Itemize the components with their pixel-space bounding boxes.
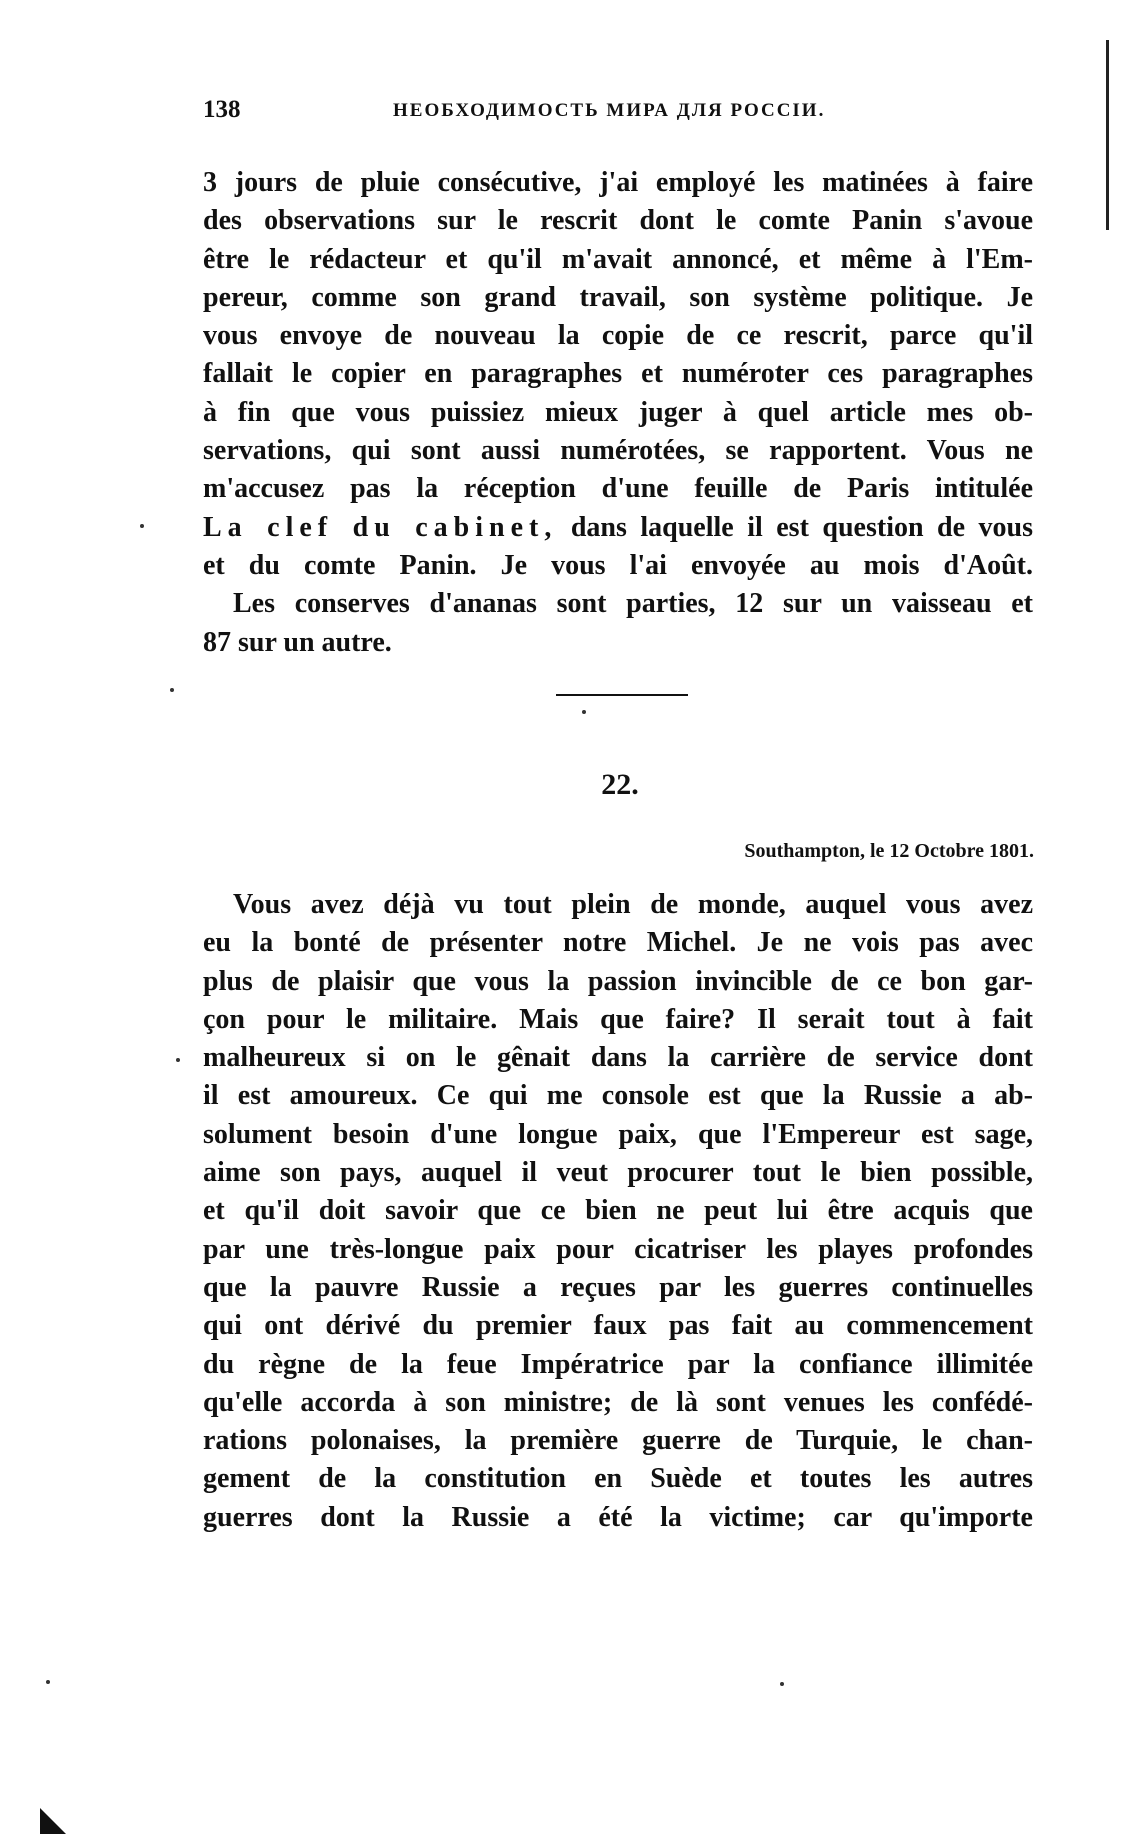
text-line: qui ont dérivé du premier faux pas fait au commencement bbox=[203, 1310, 1033, 1342]
text-line: qu'elle accorda à son ministre; de là sont venues les confédé- bbox=[203, 1386, 1033, 1418]
scan-speck bbox=[780, 1682, 784, 1686]
text-line-indented: Vous avez déjà vu tout plein de monde, auquel vous avez bbox=[233, 889, 1033, 920]
scan-speck bbox=[582, 710, 586, 714]
text-line: et du comte Panin. Je vous l'ai envoyée au mois d'Août. bbox=[203, 549, 1033, 581]
text-line: il est amoureux. Ce qui me console est que la Russie a ab- bbox=[203, 1080, 1033, 1112]
scan-edge-line bbox=[1106, 40, 1109, 230]
scan-speck bbox=[176, 1058, 180, 1062]
scan-speck bbox=[46, 1680, 50, 1684]
letter-number: 22. bbox=[601, 768, 639, 801]
text-line: çon pour le militaire. Mais que faire? Il serait tout à fait bbox=[203, 1003, 1033, 1035]
text-line: eu la bonté de présenter notre Michel. Je ne vois pas avec bbox=[203, 927, 1033, 959]
text-line: et qu'il doit savoir que ce bien ne peut lui être acquis que bbox=[203, 1195, 1033, 1227]
text-line: aime son pays, auquel il veut procurer tout le bien possible, bbox=[203, 1157, 1033, 1189]
running-title: НЕОБХОДИМОСТЬ МИРА ДЛЯ РОССІИ. bbox=[393, 100, 826, 121]
letter-body bbox=[203, 886, 1033, 1537]
text-line: des observations sur le rescrit dont le comte Panin s'avoue bbox=[203, 205, 1033, 237]
text-line-last: 87 sur un autre. bbox=[203, 626, 392, 658]
text-line: m'accusez pas la réception d'une feuille de Paris intitulée bbox=[203, 473, 1033, 505]
letter-dateline: Southampton, le 12 Octobre 1801. bbox=[744, 840, 1034, 862]
scan-corner-mark bbox=[40, 1808, 66, 1834]
paragraph-continuation bbox=[203, 164, 1033, 662]
text-line: du règne de la feue Impératrice par la confiance illimitée bbox=[203, 1348, 1033, 1380]
section-separator bbox=[556, 694, 688, 696]
page-number: 138 bbox=[203, 96, 241, 123]
page-header bbox=[203, 96, 1033, 136]
text-fragment: dans laquelle il est question de vous bbox=[557, 511, 1033, 543]
text-line-indented: Les conserves d'ananas sont parties, 12 sur un vaisseau et bbox=[233, 588, 1033, 620]
text-line: fallait le copier en paragraphes et numéroter ces paragraphes bbox=[203, 358, 1033, 390]
text-line: vous envoye de nouveau la copie de ce rescrit, parce qu'il bbox=[203, 320, 1033, 352]
scan-speck bbox=[170, 688, 174, 692]
text-line: malheureux si on le gênait dans la carrière de service dont bbox=[203, 1042, 1033, 1074]
text-line: être le rédacteur et qu'il m'avait annoncé, et même à l'Em- bbox=[203, 243, 1033, 275]
newsletter-title: La clef du cabinet, bbox=[203, 511, 558, 543]
scan-speck bbox=[140, 524, 144, 528]
text-line: rations polonaises, la première guerre de Turquie, le chan- bbox=[203, 1425, 1033, 1457]
text-line: par une très-longue paix pour cicatriser les playes profondes bbox=[203, 1233, 1033, 1265]
text-line: solument besoin d'une longue paix, que l'Empereur est sage, bbox=[203, 1118, 1033, 1150]
text-line: gement de la constitution en Suède et toutes les autres bbox=[203, 1463, 1033, 1495]
text-line: à fin que vous puissiez mieux juger à quel article mes ob- bbox=[203, 396, 1033, 428]
text-line: guerres dont la Russie a été la victime; car qu'importe bbox=[203, 1501, 1033, 1533]
text-line: 3 jours de pluie consécutive, j'ai employé les matinées à faire bbox=[203, 167, 1033, 198]
text-line-with-title bbox=[203, 509, 1033, 547]
text-line: servations, qui sont aussi numérotées, se rapportent. Vous ne bbox=[203, 435, 1033, 467]
text-line: que la pauvre Russie a reçues par les guerres continuelles bbox=[203, 1271, 1033, 1303]
text-line: plus de plaisir que vous la passion invincible de ce bon gar- bbox=[203, 965, 1033, 997]
text-line: pereur, comme son grand travail, son système politique. Je bbox=[203, 281, 1033, 313]
